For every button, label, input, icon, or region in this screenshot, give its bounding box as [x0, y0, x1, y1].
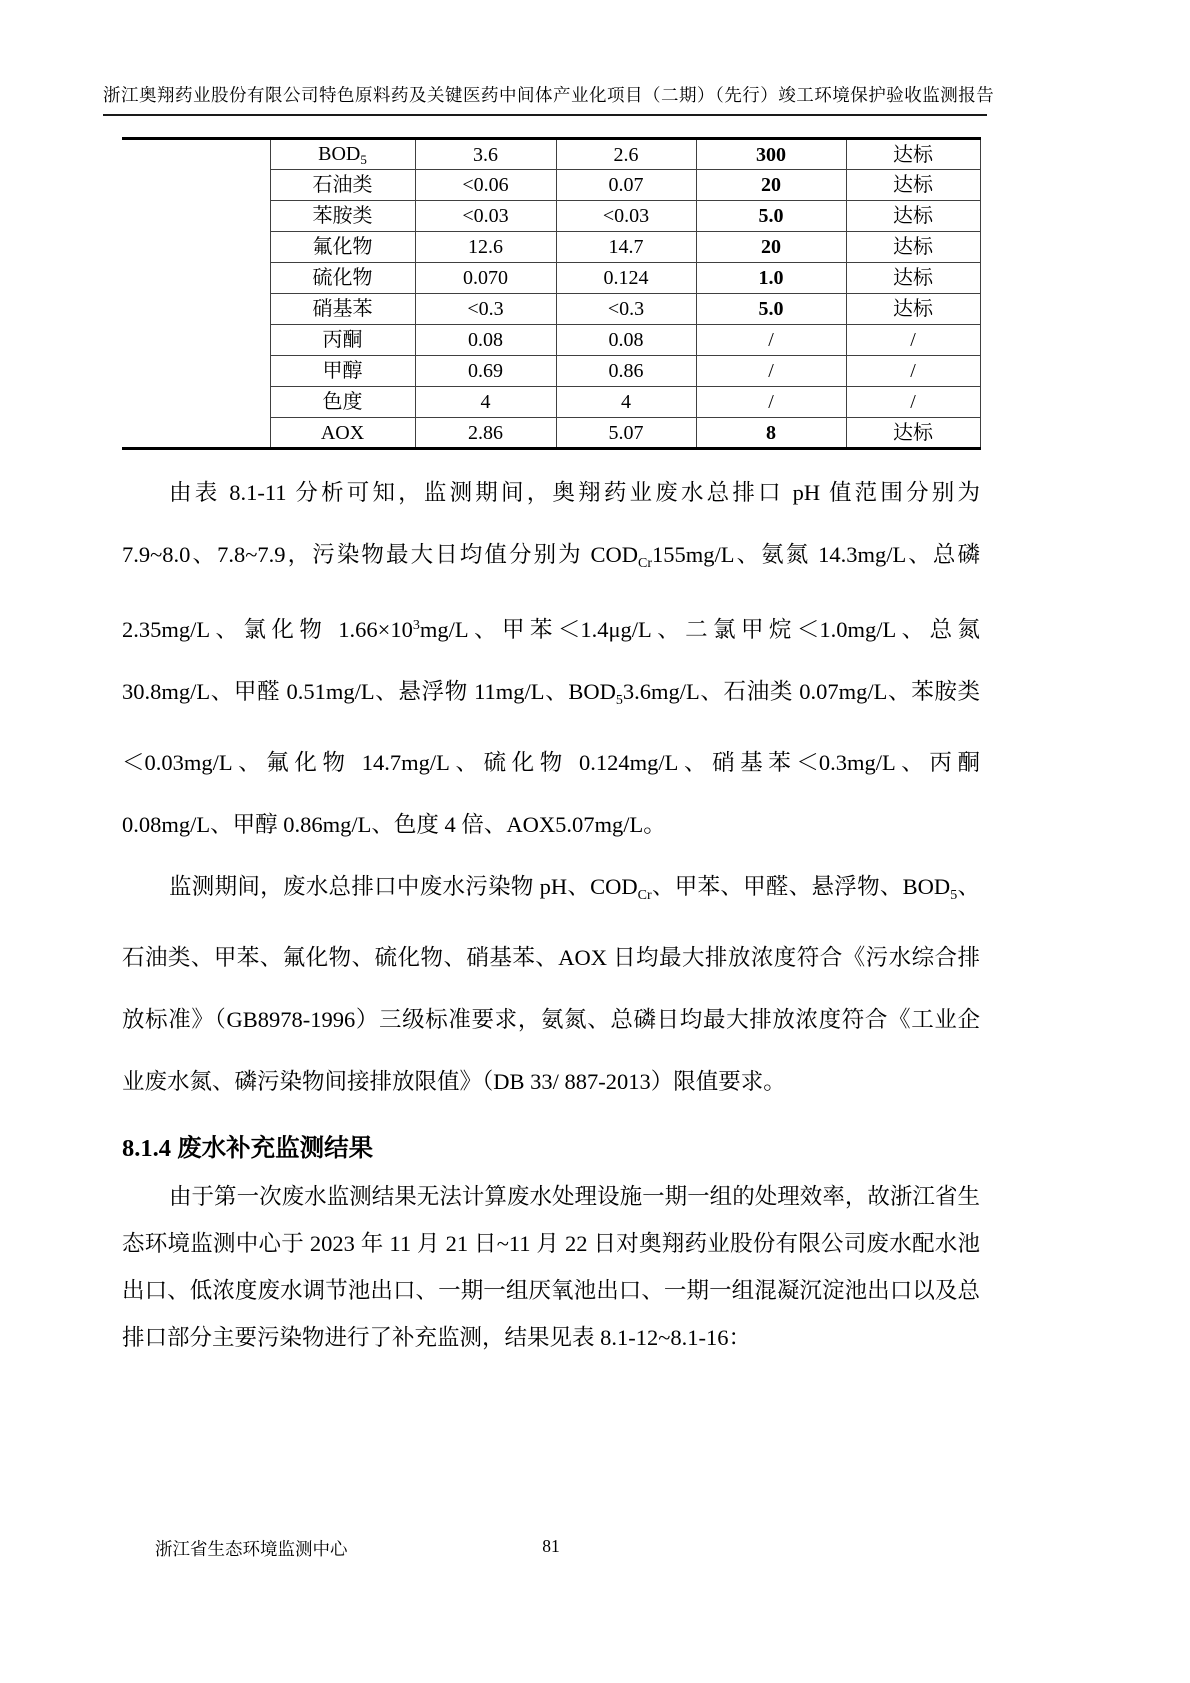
param-cell [270, 263, 415, 294]
param-subscript: 5 [360, 151, 367, 167]
day1-cell: 12.6 [415, 232, 556, 263]
result-cell: 达标 [846, 294, 980, 325]
day1-cell: 3.6 [415, 139, 556, 170]
paragraph-analysis-summary [122, 462, 980, 856]
day2-cell: <0.03 [556, 201, 696, 232]
param-label: BOD [318, 142, 361, 165]
day1-cell: 0.69 [415, 356, 556, 387]
cod-cr-subscript: Cr [638, 556, 652, 571]
param-label: 硫化物 [312, 267, 373, 289]
standard-cell: 1.0 [696, 263, 846, 294]
standard-cell: 300 [696, 139, 846, 170]
standard-cell: / [696, 325, 846, 356]
param-label: 甲醇 [322, 360, 363, 382]
paragraph-text: 由表 8.1-11 分析可知，监测期间，奥翔药业废水总排口 pH 值范围分别为 7.9~8.0、7.8~7.9，污染物最大日均值分别为 COD [122, 480, 980, 567]
param-label: 硝基苯 [312, 298, 373, 320]
table-row [122, 139, 980, 170]
standard-cell: 5.0 [696, 201, 846, 232]
day2-cell: 0.124 [556, 263, 696, 294]
param-label: 苯胺类 [312, 205, 373, 227]
paragraph-text: 、石油类、甲苯、氟化物、硫化物、硝基苯、AOX 日均最大排放浓度符合《污水综合排放标准》（GB8978-1996）三级标准要求，氨氮、总磷日均最大排放浓度符合《工业企业废水氮、磷污染物间接排放限值》（DB 33/ 887-2013）限值要求。 [122, 874, 980, 1094]
param-cell [270, 139, 415, 170]
param-label: 石油类 [312, 174, 373, 196]
param-cell [270, 201, 415, 232]
result-cell: 达标 [846, 418, 980, 449]
day2-cell: 0.07 [556, 170, 696, 201]
standard-cell: / [696, 387, 846, 418]
page-number: 81 [542, 1536, 560, 1556]
paragraph-text: 监测期间，废水总排口中废水污染物 pH、COD [169, 874, 638, 899]
paragraph-compliance-statement [122, 856, 980, 1113]
page-header [103, 82, 995, 116]
param-cell [270, 325, 415, 356]
param-cell [270, 232, 415, 263]
bod5-subscript: 5 [950, 888, 958, 903]
day1-cell: <0.03 [415, 201, 556, 232]
merged-blank-cell [122, 139, 270, 449]
paragraph-text: 3.6mg/L、石油类 0.07mg/L、苯胺类＜0.03mg/L、氟化物 14.7mg/L、硫化物 0.124mg/L、硝基苯＜0.3mg/L、丙酮 0.08mg/L、甲醇 0.86mg/L、色度 4 倍、AOX5.07mg/L。 [122, 679, 980, 837]
day1-cell: <0.06 [415, 170, 556, 201]
exponent-superscript: 3 [412, 618, 420, 633]
monitoring-results-table [122, 137, 981, 450]
result-cell: 达标 [846, 170, 980, 201]
paragraph-text: mg/L、甲苯＜1.4μg/L、二氯甲烷＜1.0mg/L、总氮 30.8mg/L、甲醛 0.51mg/L、悬浮物 11mg/L、BOD [122, 617, 981, 704]
param-label: AOX [320, 421, 365, 444]
result-cell: / [846, 356, 980, 387]
day2-cell: 0.08 [556, 325, 696, 356]
param-cell [270, 418, 415, 449]
footer-organization: 浙江省生态环境监测中心 [155, 1539, 348, 1559]
result-cell: 达标 [846, 232, 980, 263]
result-cell: 达标 [846, 263, 980, 294]
day2-cell: 5.07 [556, 418, 696, 449]
day1-cell: 2.86 [415, 418, 556, 449]
page-content [122, 137, 980, 1361]
paragraph-supplementary-monitoring: 由于第一次废水监测结果无法计算废水处理设施一期一组的处理效率，故浙江省生态环境监测中心于 2023 年 11 月 21 日~11 月 22 日对奥翔药业股份有限公司废水配水池出口、低浓度废水调节池出口、一期一组厌氧池出口、一期一组混凝沉淀池出口以及总排口部分主要污染物进行了补充监测，结果见表 8.1-12~8.1-16： [122, 1184, 980, 1350]
param-cell [270, 387, 415, 418]
standard-cell: 8 [696, 418, 846, 449]
day2-cell: 2.6 [556, 139, 696, 170]
day1-cell: 4 [415, 387, 556, 418]
page-header-title: 浙江奥翔药业股份有限公司特色原料药及关键医药中间体产业化项目（二期）（先行）竣工环境保护验收监测报告 [103, 85, 995, 105]
day2-cell: 0.86 [556, 356, 696, 387]
day2-cell: 4 [556, 387, 696, 418]
day1-cell: <0.3 [415, 294, 556, 325]
standard-cell: / [696, 356, 846, 387]
result-cell: 达标 [846, 139, 980, 170]
param-label: 色度 [322, 391, 363, 413]
result-cell: / [846, 325, 980, 356]
result-cell: / [846, 387, 980, 418]
day2-cell: 14.7 [556, 232, 696, 263]
result-cell: 达标 [846, 201, 980, 232]
param-cell [270, 294, 415, 325]
day1-cell: 0.08 [415, 325, 556, 356]
param-cell [270, 356, 415, 387]
param-cell [270, 170, 415, 201]
standard-cell: 5.0 [696, 294, 846, 325]
paragraph-text: 、甲苯、甲醛、悬浮物、BOD [651, 874, 951, 899]
standard-cell: 20 [696, 170, 846, 201]
section-heading-8-1-4: 8.1.4 废水补充监测结果 [122, 1135, 374, 1162]
day1-cell: 0.070 [415, 263, 556, 294]
standard-cell: 20 [696, 232, 846, 263]
cod-cr-subscript: Cr [637, 888, 652, 903]
header-rule [103, 114, 987, 116]
day2-cell: <0.3 [556, 294, 696, 325]
param-label: 氟化物 [312, 236, 373, 258]
paragraph-text: 155mg/L、氨氮 14.3mg/L、总磷 2.35mg/L、氯化物 1.66×10 [122, 542, 980, 642]
bod5-subscript: 5 [615, 693, 623, 708]
param-label: 丙酮 [322, 329, 363, 351]
